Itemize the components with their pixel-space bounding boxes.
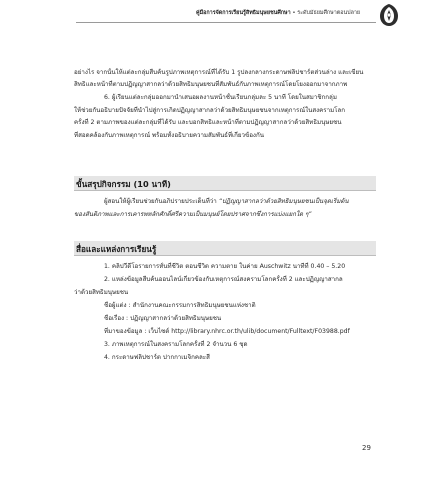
section-title: ขั้นสรุปกิจกรรม (10 นาที) [76, 179, 171, 189]
header-title-rest: • ระดับมัธยมศึกษาตอนปลาย [290, 10, 361, 16]
reference-title: ชื่อเรื่อง : ปฏิญญาสากลว่าด้วยสิทธิมนุษยชน [104, 315, 222, 322]
summary-line [104, 197, 376, 207]
reference-author: ชื่อผู้แต่ง : สำนักงานคณะกรรมการสิทธิมนุษยชนแห่งชาติ [104, 302, 256, 309]
list-item: 1. คลิปวีดีโอรายการทั่นที่ชีวิต ตอนชีวิต ความตาย ในค่าย Auschwitz นาทีที่ 0.40 – 5.20 [104, 263, 346, 270]
header-rule [76, 22, 376, 23]
para-line: ให้ช่วยกันอธิบายปัจจัยที่นำไปสู่การเกิดปฏิญญาสากลว่าด้วยสิทธิมนุษยชนจากเหตุการณ์ในสงครามโลก [74, 107, 346, 114]
list-item-continuation: ว่าด้วยสิทธิมนุษยชน [74, 289, 129, 296]
summary-quote: “ปฏิญญาสากลว่าด้วยสิทธิมนุษยชนเป็นจุดเริ่มต้น [218, 198, 349, 205]
section-title: สื่อและแหล่งการเรียนรู้ [76, 244, 157, 254]
para-line: ครั้งที่ 2 ตามภาพของแต่ละกลุ่มที่ได้รับ และบอกสิทธิและหน้าที่ตามปฏิญญาสากลว่าด้วยสิทธิมนุษยชน [74, 119, 342, 126]
summary-text: ผู้สอนให้ผู้เรียนช่วยกันอภิปรายประเด็นที่ว่า [104, 198, 219, 205]
para-line: อย่างไร จากนั้นให้แต่ละกลุ่มสืบค้นรูปภาพเหตุการณ์ที่ได้รับ 1 รูปลงกลางกระดาษฟลิปชาร์ตส่วนล่าง และเขียน [74, 69, 364, 76]
list-item: 2. แหล่งข้อมูลสืบค้นออนไลน์เกี่ยวข้องกับเหตุการณ์สงครามโลกครั้งที่ 2 และปฏิญญาสากล [104, 276, 343, 283]
para-line: 6. ผู้เรียนแต่ละกลุ่มออกมานำเสนอผลงานหน้าชั้นเรียนกลุ่มละ 5 นาที โดยในสมาชิกกลุ่ม [104, 94, 337, 101]
header-title-bold: คู่มือการจัดการเรียนรู้สิทธิมนุษยชนศึกษา [196, 10, 291, 16]
section-heading-media [74, 241, 376, 256]
nhrc-logo-icon [378, 3, 400, 27]
para-line: ที่สอดคล้องกับภาพเหตุการณ์ พร้อมทั้งอธิบายความสัมพันธ์ที่เกี่ยวข้องกัน [74, 132, 264, 139]
list-item: 3. ภาพเหตุการณ์ในสงครามโลกครั้งที่ 2 จำนวน 6 ชุด [104, 341, 248, 348]
para-line: สิทธิและหน้าที่ตามปฏิญญาสากลว่าด้วยสิทธิมนุษยชนที่สัมพันธ์กับภาพเหตุการณ์โดยโยงออกมาจากภาพ [74, 81, 348, 88]
summary-line: ของสันติภาพและการเคารพหลักศักดิ์ศรีความเป็นมนุษย์โดยปราศจากซึ่งการแบ่งแยกใด ๆ” [74, 211, 312, 218]
section-heading-summary [74, 176, 376, 191]
list-item: 4. กระดาษฟลิปชาร์ต ปากกาเมจิกคละสี [104, 354, 210, 361]
page-number: 29 [362, 444, 371, 452]
reference-source: ที่มาของข้อมูล : เว็บไซต์ http://library.nhrc.or.th/ulib/document/Fulltext/F03988.pdf [104, 328, 350, 335]
header-title [196, 9, 376, 17]
